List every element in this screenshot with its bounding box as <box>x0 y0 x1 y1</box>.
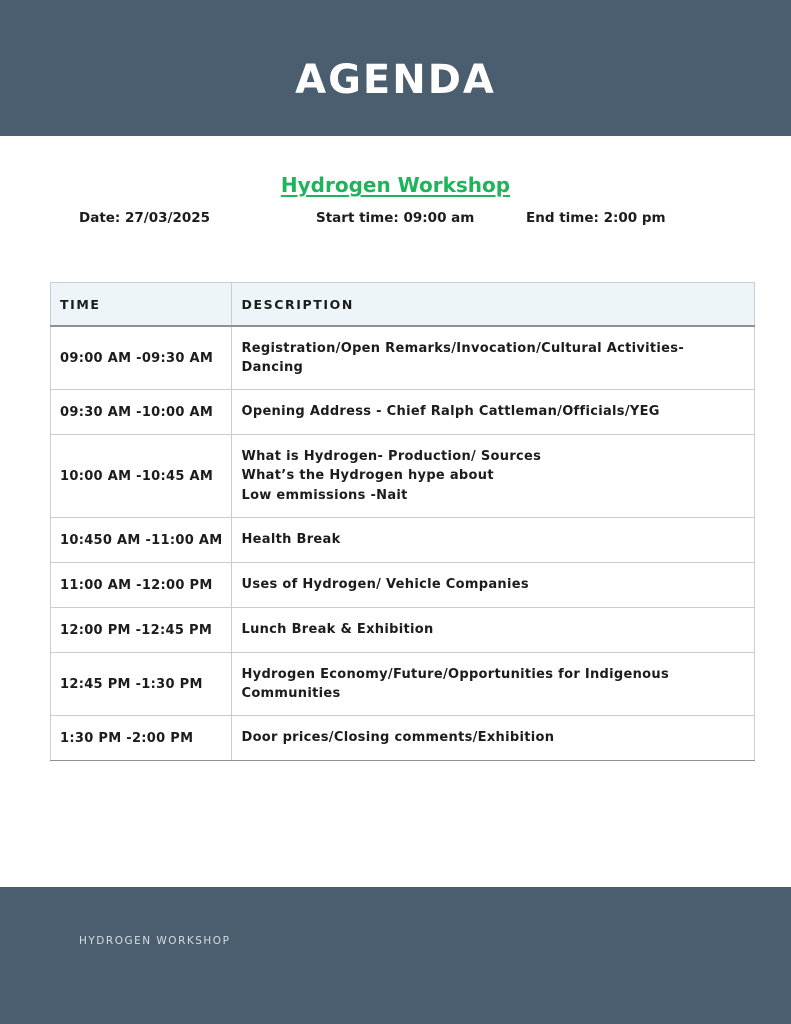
description-line: Door prices/Closing comments/Exhibition <box>241 730 555 746</box>
table-row <box>51 563 755 608</box>
event-date: Date: 27/03/2025 <box>79 210 211 226</box>
time-cell: 10:00 AM -10:45 AM <box>51 435 232 518</box>
description-line: Health Break <box>241 532 341 548</box>
column-header-time: TIME <box>51 283 232 327</box>
description-cell <box>232 326 755 390</box>
time-cell: 09:00 AM -09:30 AM <box>51 326 232 390</box>
agenda-table <box>50 282 755 761</box>
description-line: Low emmissions -Nait <box>241 487 408 503</box>
time-cell: 1:30 PM -2:00 PM <box>51 716 232 761</box>
table-header-row <box>51 283 755 327</box>
time-cell: 12:00 PM -12:45 PM <box>51 608 232 653</box>
description-cell <box>232 435 755 518</box>
column-header-description: DESCRIPTION <box>232 283 755 327</box>
event-end-time: End time: 2:00 pm <box>526 210 666 226</box>
description-line: Lunch Break & Exhibition <box>241 622 434 638</box>
footer-text: HYDROGEN WORKSHOP <box>79 935 231 947</box>
table-row <box>51 326 755 390</box>
time-cell: 12:45 PM -1:30 PM <box>51 653 232 716</box>
event-title[interactable] <box>0 172 791 198</box>
table-row <box>51 518 755 563</box>
time-cell: 09:30 AM -10:00 AM <box>51 390 232 435</box>
event-title-text[interactable]: Hydrogen Workshop <box>280 173 511 197</box>
description-line: Registration/Open Remarks/Invocation/Cultural Activities- <box>241 340 685 356</box>
table-row <box>51 435 755 518</box>
time-cell: 10:450 AM -11:00 AM <box>51 518 232 563</box>
description-line: What is Hydrogen- Production/ Sources <box>241 448 542 464</box>
description-cell <box>232 608 755 653</box>
table-row <box>51 716 755 761</box>
footer-band <box>0 887 791 1024</box>
description-cell <box>232 518 755 563</box>
description-cell <box>232 563 755 608</box>
description-cell <box>232 716 755 761</box>
table-row <box>51 608 755 653</box>
table-row <box>51 653 755 716</box>
page-title: AGENDA <box>295 57 496 103</box>
description-cell <box>232 653 755 716</box>
event-start-time: Start time: 09:00 am <box>316 210 475 226</box>
description-line: Dancing <box>241 360 304 375</box>
table-row <box>51 390 755 435</box>
description-line: Communities <box>241 686 341 701</box>
description-line: Uses of Hydrogen/ Vehicle Companies <box>241 577 529 593</box>
description-line: Hydrogen Economy/Future/Opportunities for Indigenous <box>241 666 670 682</box>
description-line: Opening Address - Chief Ralph Cattleman/Officials/YEG <box>241 404 660 420</box>
description-line: What’s the Hydrogen hype about <box>241 468 494 484</box>
time-cell: 11:00 AM -12:00 PM <box>51 563 232 608</box>
description-cell <box>232 390 755 435</box>
